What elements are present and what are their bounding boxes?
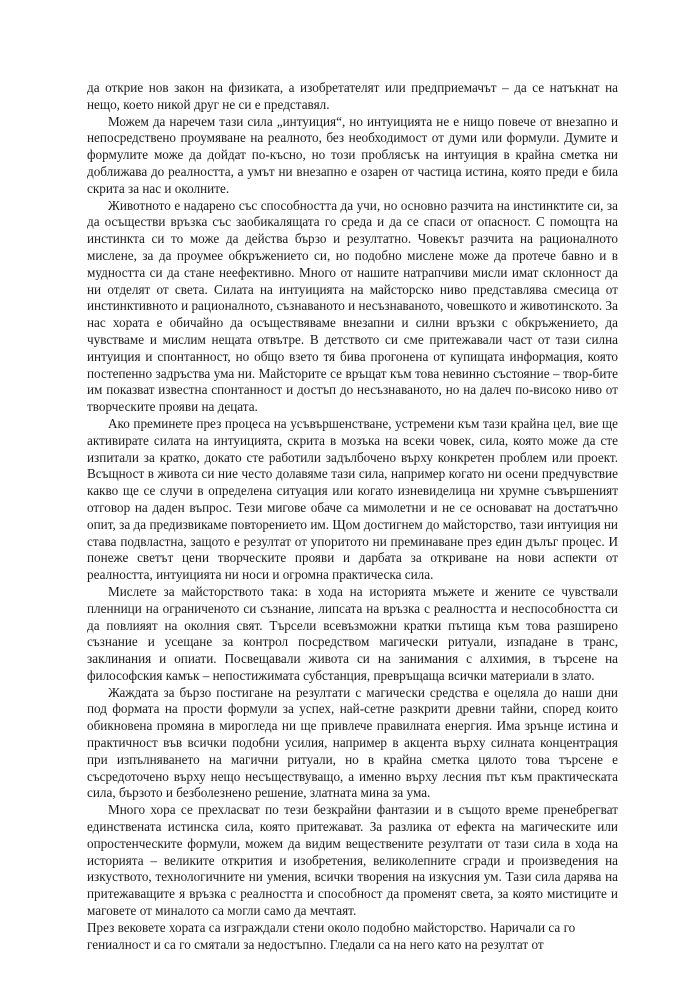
paragraph-2: Можем да наречем тази сила „интуиция“, но интуицията не е нищо повече от внезапно и непосредствено проумяване на реалното, без необходимост от думи или формули. Думите и формулите може да дойдат по-късно, но този проблясък на интуиция в крайна сметка ни доближава до реалността, а умът ни внезапно е озарен от частица истина, която преди е била скрита за нас и околните. — [87, 113, 618, 196]
document-page — [87, 80, 618, 953]
paragraph-7: Много хора се прехласват по тези безкрайни фантазии и в същото време пренебрегват единствената истинска сила, която притежават. За разлика от ефекта на магическите или опростенческите формули, можем да видим веществените резултати от тази сила в хода на историята – великите открития и изобретения, великолепните сгради и произведения на изкуството, технологичните ни умения, всички творения на изкусния ум. Тази сила дарява на притежаващите я връзка с реалността и способност да променят света, за която мистиците и маговете от миналото са могли само да мечтаят. — [87, 802, 618, 919]
paragraph-1: да открие нов закон на физиката, а изобретателят или предприемачът – да се натъкнат на нещо, което никой друг не си е представял. — [87, 80, 618, 112]
paragraph-8: През вековете хората са изграждали стени около подобно майсторство. Наричали са го гениалност и са го смятали за недостъпно. Гледали са на него като на резултат от — [87, 919, 576, 952]
paragraph-6: Жаждата за бързо постигане на резултати с магически средства е оцеляла до наши дни под формата на прости формули за успех, най-сетне разкрити древни тайни, според които обикновена промяна в мирогледа ни ще привлече правилната енергия. Има зрънце истина и практичност във всички подобни усилия, например в акцента върху силната концентрация при изпълняването на магични ритуали, но в крайна сметка цялото това търсене е съсредоточено върху нещо несъществуващо, а именно върху лесния път към практическата сила, бързото и безболезнено решение, златната мина за ума. — [87, 684, 618, 801]
paragraph-5: Мислете за майсторството така: в хода на историята мъжете и жените се чувствали пленници на ограниченото си съзнание, липсата на връзка с реалността и неспособността си да повлияят на околния свят. Търсели всевъзможни кратки пътища към това разширено съзнание и усещане за контрол посредством магически ритуали, изпадане в транс, заклинания и опиати. Посвещавали живота си на занимания с алхимия, в търсене на философския камък – непостижимата субстанция, превръщаща всички материали в злато. — [87, 583, 618, 683]
paragraph-4: Ако преминете през процеса на усъвършенстване, устремени към тази крайна цел, вие ще активирате силата на интуицията, скрита в мозъка на всеки човек, сила, която може да сте изпитали за кратко, докато сте работили задълбочено върху конкретен проблем или проект. Всъщност в живота си ние често долавяме тази сила, например когато ни осени предчувствие какво ще се случи в определена ситуация или когато изневиделица ни хрумне съвършеният отговор на даден въпрос. Тези мигове обаче са мимолетни и не се основават на достатъчно опит, за да предизвикаме повторението им. Щом достигнем до майсторство, тази интуиция ни става подвластна, защото е резултат от упоритото ни преминаване през един дълъг процес. И понеже светът цени творческите прояви и дарбата за откриване на нови аспекти от реалността, интуицията ни носи и огромна практическа сила. — [87, 415, 618, 583]
paragraph-3: Животното е надарено със способността да учи, но основно разчита на инстинктите си, за да осъществи връзка със заобикалящата го среда и да се спаси от опасност. С помощта на инстинкта си то може да действа бързо и резултатно. Човекът разчита на рационалното мислене, за да проумее обкръжението си, но подобно мислене може да протече бавно и в мудността си да стане неефективно. Много от нашите натрапчиви мисли имат склонност да ни отделят от света. Силата на интуицията на майсторско ниво представлява смесица от инстинктивното и рационалното, съзнаваното и несъзнаваното, човешкото и животинското. За нас хората е обичайно да осъществяваме внезапни и силни връзки с обкръжението, да чувстваме и мислим нещата отвътре. В детството си сме притежавали част от тази силна интуиция и спонтанност, но общо взето тя бива прогонена от купищата информация, която постепенно задръства ума ни. Майсторите се връщат към това невинно състояние – твор-бите им показват известна спонтанност и достъп до несъзнаваното, но на далеч по-високо ниво от творческите прояви на децата. — [87, 197, 618, 415]
